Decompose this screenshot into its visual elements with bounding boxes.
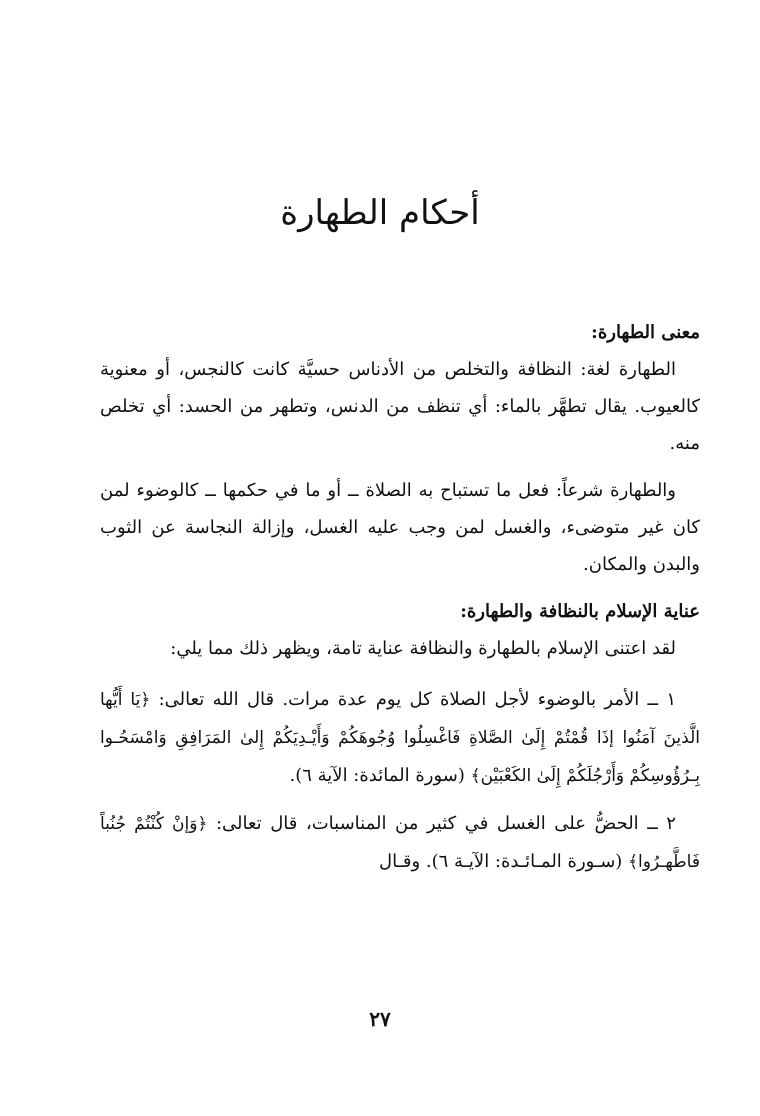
list-item-2-text: ٢ ــ الحضُّ على الغسل في كثير من المناسبات، قال تعالى: <box>215 813 676 834</box>
spacer <box>100 795 700 805</box>
page-body <box>100 314 700 881</box>
list-item-1-text: ١ ــ الأمر بالوضوء لأجل الصلاة كل يوم عدة مرات. قال الله تعالى: <box>158 689 676 710</box>
paragraph-lughah: الطهارة لغة: النظافة والتخلص من الأدناس حسيَّة كانت كالنجس، أو معنوية كالعيوب. يقال تطهَّر بالماء: أي تنظف من الدنس، وتطهر من الحسد: أي تخلص منه. <box>100 359 700 454</box>
quran-verse-1: ﴿يَا أَيُّها الَّذينَ آمَنُوا إذَا قُمْتُمْ إِلَىٰ الصَّلاةِ فَاغْسِلُوا وُجُوهَكُمْ وَأَيْـدِيَكُمْ إِلىٰ المَرَافِقِ وَامْسَحُـوا بِـرُؤُوسِكُمْ وَأَرْجُلَكُمْ إِلَىٰ الكَعْبَيْن﴾ <box>100 690 700 786</box>
page-number: ٢٧ <box>369 1007 391 1031</box>
verse-reference-1: (سورة المائدة: الآية ٦). <box>289 765 465 786</box>
spacer <box>100 667 700 681</box>
spacer <box>100 583 700 593</box>
list-item-1 <box>100 681 700 795</box>
quran-verse-2: ﴿وَإنْ كُنْتُمْ جُنُباً فَاطَّهـرُوا﴾ <box>100 814 700 872</box>
paragraph-shar: والطهارة شرعاً: فعل ما تستباح به الصلاة ــ أو ما في حكمها ــ كالوضوء لمن كان غير متوضىء، والغسل لمن وجب عليه الغسل، وإزالة النجاسة عن الثوب والبدن والمكان. <box>100 480 700 575</box>
paragraph-intro: لقد اعتنى الإسلام بالطهارة والنظافة عناية تامة، ويظهر ذلك مما يلي: <box>170 638 676 659</box>
verse-reference-2: (سـورة المـائـدة: الآيـة ٦). وقـال <box>379 851 623 872</box>
list-item-2 <box>100 805 700 881</box>
section-heading-meaning: معنى الطهارة: <box>591 322 700 343</box>
section-heading-care: عناية الإسلام بالنظافة والطهارة: <box>460 601 700 622</box>
spacer <box>100 462 700 472</box>
chapter-title: أحكام الطهارة <box>280 193 480 233</box>
